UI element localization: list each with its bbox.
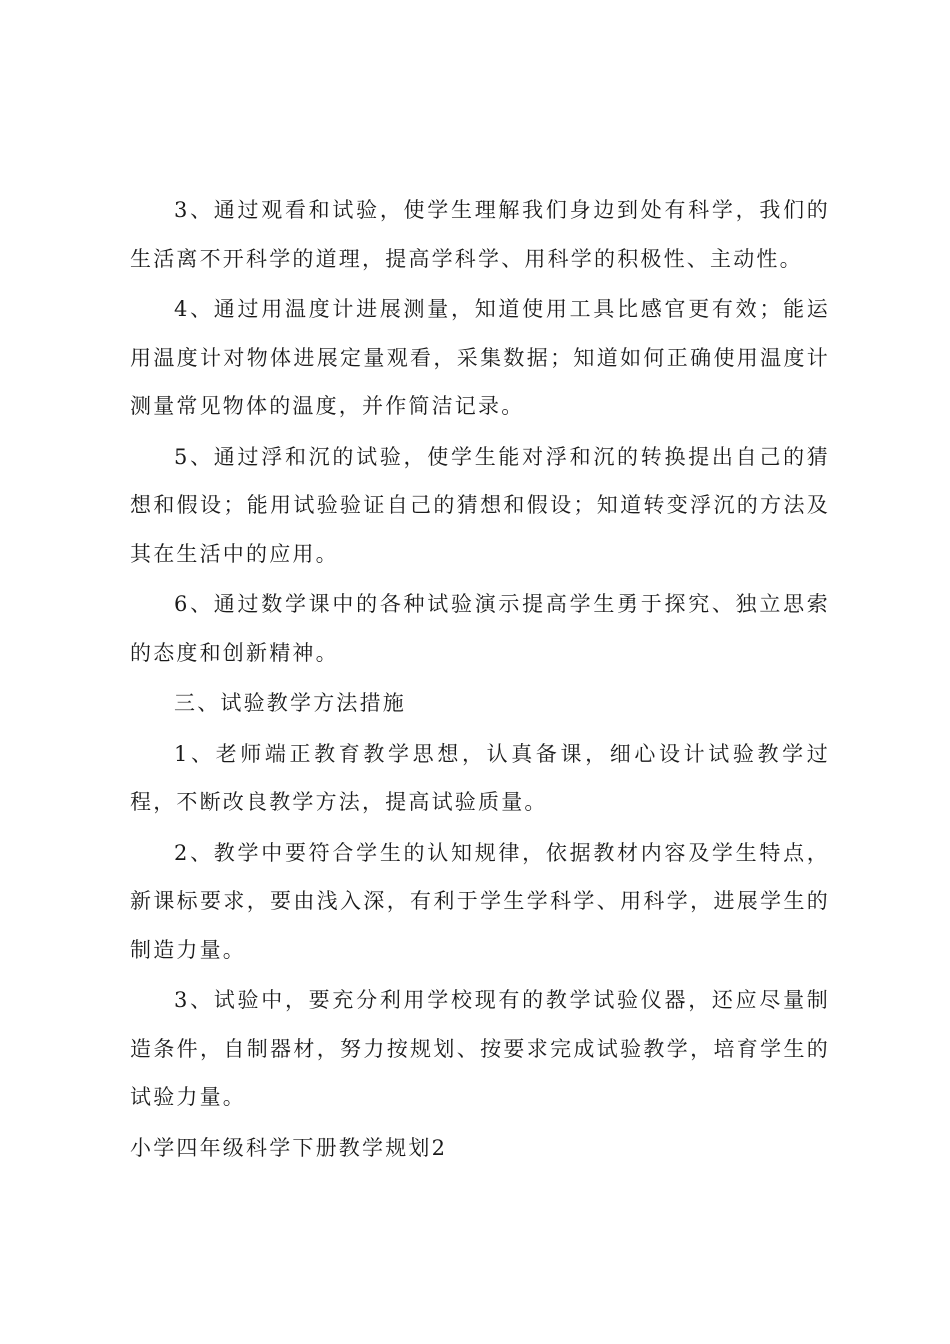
objective-paragraph-4: 4、通过用温度计进展测量，知道使用工具比感官更有效；能运用温度计对物体进展定量观看，采集数据；知道如何正确使用温度计测量常见物体的温度，并作简洁记录。 [130, 297, 830, 418]
objective-paragraph-6: 6、通过数学课中的各种试验演示提高学生勇于探究、独立思索的态度和创新精神。 [130, 592, 830, 665]
section-heading: 三、试验教学方法措施 [174, 691, 406, 715]
next-document-title: 小学四年级科学下册教学规划2 [130, 1135, 448, 1160]
measure-paragraph-2: 2、教学中要符合学生的认知规律，依据教材内容及学生特点，新课标要求，要由浅入深，有利于学生学科学、用科学，进展学生的制造力量。 [130, 840, 830, 962]
measure-paragraph-3: 3、试验中，要充分利用学校现有的教学试验仪器，还应尽量制造条件，自制器材，努力按规划、按要求完成试验教学，培育学生的试验力量。 [130, 988, 830, 1109]
measure-paragraph-1: 1、老师端正教育教学思想，认真备课，细心设计试验教学过程，不断改良教学方法，提高试验质量。 [130, 741, 830, 814]
objective-paragraph-5: 5、通过浮和沉的试验，使学生能对浮和沉的转换提出自己的猜想和假设；能用试验验证自己的猜想和假设；知道转变浮沉的方法及其在生活中的应用。 [130, 444, 830, 566]
document-body [130, 186, 830, 1172]
objective-paragraph-3: 3、通过观看和试验，使学生理解我们身边到处有科学，我们的生活离不开科学的道理，提高学科学、用科学的积极性、主动性。 [130, 198, 830, 271]
